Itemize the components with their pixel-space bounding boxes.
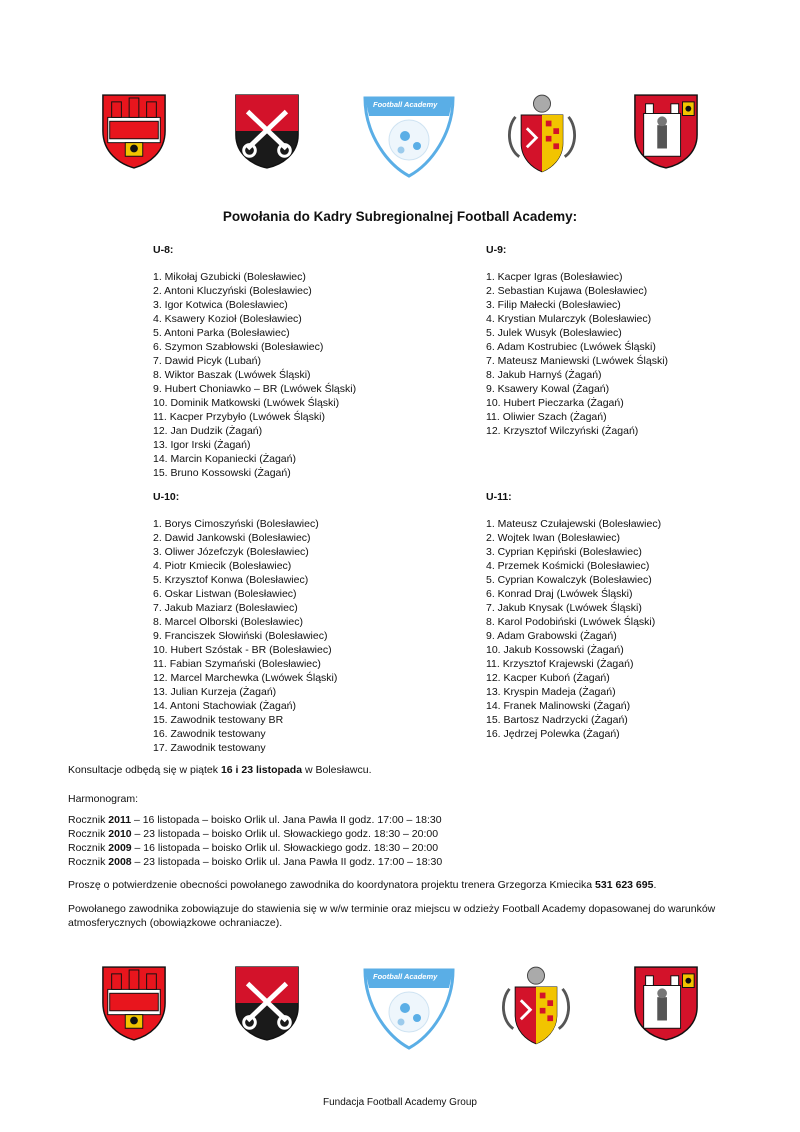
player-item: 5. Krzysztof Konwa (Bolesławiec): [153, 574, 309, 586]
player-item: 11. Oliwier Szach (Żagań): [486, 411, 607, 423]
player-item: 16. Jędrzej Polewka (Żagań): [486, 728, 620, 740]
player-item: 14. Marcin Kopaniecki (Żagań): [153, 453, 296, 465]
group-label: U-8:: [153, 244, 174, 256]
player-item: 13. Julian Kurzeja (Żagań): [153, 686, 277, 698]
player-list: [153, 517, 473, 755]
player-item: 16. Zawodnik testowany: [153, 728, 266, 740]
football-academy-logo: [361, 94, 457, 180]
schedule-row: Rocznik 2011 – 16 listopada – boisko Orlik ul. Jana Pawła II godz. 17:00 – 18:30: [68, 814, 442, 826]
player-item: 3. Igor Kotwica (Bolesławiec): [153, 299, 288, 311]
schedule-row: Rocznik 2009 – 16 listopada – boisko Orlik ul. Słowackiego godz. 18:30 – 20:00: [68, 842, 439, 854]
keys-crest-icon: [233, 964, 301, 1042]
player-item: 15. Bartosz Nadrzycki (Żagań): [486, 714, 628, 726]
logo-row-bottom: [0, 962, 800, 1052]
zagan-crest-icon: [632, 92, 700, 170]
confirmation-note: Proszę o potwierdzenie obecności powołanego zawodnika do koordynatora projektu trenera Grzegorza Kmiecika 531 623 695.: [68, 879, 657, 891]
player-item: 1. Borys Cimoszyński (Bolesławiec): [153, 518, 319, 530]
player-item: 3. Cyprian Kępiński (Bolesławiec): [486, 546, 642, 558]
player-item: 14. Franek Malinowski (Żagań): [486, 700, 631, 712]
logo-row-top: [0, 90, 800, 180]
player-item: 5. Antoni Parka (Bolesławiec): [153, 327, 290, 339]
player-item: 9. Franciszek Słowiński (Bolesławiec): [153, 630, 328, 642]
player-item: 10. Jakub Kossowski (Żagań): [486, 644, 624, 656]
zagan-crest-icon: [632, 964, 700, 1042]
group-label: U-9:: [486, 244, 507, 256]
player-item: 12. Jan Dudzik (Żagań): [153, 425, 263, 437]
player-item: 13. Igor Irski (Żagań): [153, 439, 251, 451]
player-item: 6. Oskar Listwan (Bolesławiec): [153, 588, 297, 600]
page-title: Powołania do Kadry Subregionalnej Football Academy:: [222, 209, 578, 224]
player-list: [486, 517, 800, 741]
player-item: 5. Julek Wusyk (Bolesławiec): [486, 327, 622, 339]
player-item: 7. Jakub Maziarz (Bolesławiec): [153, 602, 298, 614]
boleslawiec-crest-icon: [100, 92, 168, 170]
player-list: [153, 270, 473, 480]
player-item: 15. Zawodnik testowany BR: [153, 714, 284, 726]
schedule-row: Rocznik 2010 – 23 listopada – boisko Orlik ul. Słowackiego godz. 18:30 – 20:00: [68, 828, 439, 840]
group-u9: [486, 244, 800, 438]
player-item: 4. Przemek Kośmicki (Bolesławiec): [486, 560, 650, 572]
player-item: 8. Wiktor Baszak (Lwówek Śląski): [153, 369, 311, 381]
player-item: 10. Dominik Matkowski (Lwówek Śląski): [153, 397, 340, 409]
group-u10: [153, 491, 473, 755]
schedule-heading: Harmonogram:: [68, 793, 139, 805]
player-item: 8. Karol Podobiński (Lwówek Śląski): [486, 616, 656, 628]
player-item: 5. Cyprian Kowalczyk (Bolesławiec): [486, 574, 652, 586]
player-item: 9. Hubert Choniawko – BR (Lwówek Śląski): [153, 383, 357, 395]
logo-text: Football Academy: [373, 100, 438, 109]
player-item: 9. Adam Grabowski (Żagań): [486, 630, 617, 642]
player-item: 7. Mateusz Maniewski (Lwówek Śląski): [486, 355, 669, 367]
player-item: 12. Marcel Marchewka (Lwówek Śląski): [153, 672, 338, 684]
player-item: 11. Krzysztof Krajewski (Żagań): [486, 658, 634, 670]
football-academy-logo: [361, 966, 457, 1052]
player-item: 13. Kryspin Madeja (Żagań): [486, 686, 616, 698]
player-item: 12. Krzysztof Wilczyński (Żagań): [486, 425, 639, 437]
player-item: 6. Szymon Szabłowski (Bolesławiec): [153, 341, 324, 353]
player-item: 6. Konrad Draj (Lwówek Śląski): [486, 588, 633, 600]
schedule: [68, 813, 738, 869]
group-label: U-10:: [153, 491, 180, 503]
player-item: 7. Jakub Knysak (Lwówek Śląski): [486, 602, 642, 614]
player-item: 1. Kacper Igras (Bolesławiec): [486, 271, 623, 283]
player-item: 2. Dawid Jankowski (Bolesławiec): [153, 532, 311, 544]
player-item: 15. Bruno Kossowski (Żagań): [153, 467, 291, 479]
player-list: [486, 270, 800, 438]
group-u8: [153, 244, 473, 480]
player-item: 8. Jakub Harnyś (Żagań): [486, 369, 602, 381]
footer: Fundacja Football Academy Group: [323, 1097, 477, 1108]
player-item: 6. Adam Kostrubiec (Lwówek Śląski): [486, 341, 656, 353]
player-item: 17. Zawodnik testowany: [153, 742, 266, 754]
group-label: U-11:: [486, 491, 512, 503]
player-item: 11. Kacper Przybyło (Lwówek Śląski): [153, 411, 325, 423]
schedule-row: Rocznik 2008 – 23 listopada – boisko Orlik ul. Jana Pawła II godz. 17:00 – 18:30: [68, 856, 443, 868]
player-item: 14. Antoni Stachowiak (Żagań): [153, 700, 297, 712]
player-item: 12. Kacper Kuboń (Żagań): [486, 672, 610, 684]
player-item: 8. Marcel Olborski (Bolesławiec): [153, 616, 303, 628]
player-item: 10. Hubert Szóstak - BR (Bolesławiec): [153, 644, 332, 656]
lwowek-crest-icon: [500, 962, 572, 1048]
obligation-note: Powołanego zawodnika zobowiązuje do stawienia się w w/w terminie oraz miejscu w odzieży Football Academy dopasowanej do warunków atmosferycznych (obowiązkowe ochraniacze).: [68, 903, 716, 929]
player-item: 7. Dawid Picyk (Lubań): [153, 355, 261, 367]
player-item: 9. Ksawery Kowal (Żagań): [486, 383, 610, 395]
logo-text: Football Academy: [373, 972, 438, 981]
lwowek-crest-icon: [506, 90, 578, 176]
player-item: 10. Hubert Pieczarka (Żagań): [486, 397, 624, 409]
player-item: 3. Filip Małecki (Bolesławiec): [486, 299, 621, 311]
player-item: 4. Ksawery Kozioł (Bolesławiec): [153, 313, 302, 325]
player-item: 1. Mateusz Czułajewski (Bolesławiec): [486, 518, 662, 530]
player-item: 3. Oliwer Józefczyk (Bolesławiec): [153, 546, 309, 558]
phone-number: 531 623 695: [595, 879, 654, 891]
player-item: 2. Sebastian Kujawa (Bolesławiec): [486, 285, 648, 297]
keys-crest-icon: [233, 92, 301, 170]
player-item: 4. Piotr Kmiecik (Bolesławiec): [153, 560, 292, 572]
boleslawiec-crest-icon: [100, 964, 168, 1042]
player-item: 11. Fabian Szymański (Bolesławiec): [153, 658, 321, 670]
player-item: 2. Antoni Kluczyński (Bolesławiec): [153, 285, 312, 297]
player-item: 4. Krystian Mularczyk (Bolesławiec): [486, 313, 652, 325]
consultation-note: Konsultacje odbędą się w piątek 16 i 23 listopada w Bolesławcu.: [68, 764, 372, 776]
player-item: 2. Wojtek Iwan (Bolesławiec): [486, 532, 621, 544]
player-item: 1. Mikołaj Gzubicki (Bolesławiec): [153, 271, 306, 283]
group-u11: [486, 491, 800, 741]
